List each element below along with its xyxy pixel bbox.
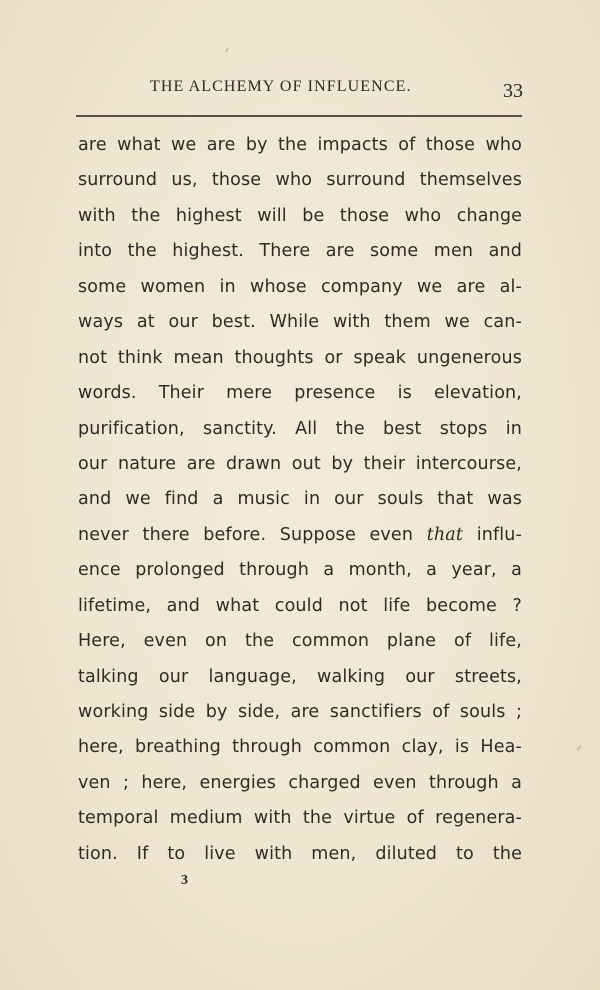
text-run: some women in whose company we are al- [78,276,522,297]
text-run: into the highest. There are some men and [78,241,522,262]
text-line [78,660,522,695]
text-line [78,589,522,624]
header-rule [76,115,522,117]
paper-speck [576,745,581,751]
text-run: ence prolonged through a month, a year, a [78,560,522,581]
text-run: talking our language, walking our streets, [78,666,522,687]
text-run: never there before. Suppose even [78,524,427,545]
text-line [78,447,522,482]
text-run: and we find a music in our souls that was [78,489,522,510]
text-run: purification, sanctity. All the best stops in [78,418,522,439]
text-line [78,341,522,376]
text-line [78,624,522,659]
text-run: working side by side, are sanctifiers of souls ; [78,702,522,722]
text-line [78,199,522,234]
text-run: temporal medium with the virtue of regenera- [78,808,522,829]
text-line [78,553,522,588]
text-line [78,234,522,269]
text-run: ways at our best. While with them we can- [78,312,522,333]
text-line [78,305,522,340]
running-head: THE ALCHEMY OF INFLUENCE. [150,78,412,95]
text-line [78,837,522,872]
text-line [78,163,522,198]
text-run: ven ; here, energies charged even through a [78,772,522,793]
text-run: influ- [463,524,522,545]
text-run: words. Their mere presence is elevation, [78,383,522,404]
text-run: surround us, those who surround themselves [78,170,522,191]
text-run: tion. If to live with men, diluted to the [78,843,522,864]
text-line [78,128,522,163]
text-run: are what we are by the impacts of those who [78,135,522,155]
text-line [78,730,522,765]
page-number: 33 [503,80,523,102]
text-line [78,695,522,730]
body-text [78,128,522,872]
text-line [78,766,522,801]
text-run: here, breathing through common clay, is Hea- [78,737,522,758]
italic-word: that [426,524,464,545]
text-line [78,376,522,411]
text-run: Here, even on the common plane of life, [78,631,522,652]
paper-speck [225,48,229,52]
signature-mark: 3 [181,873,188,888]
text-run: our nature are drawn out by their intercourse, [78,453,522,474]
text-line [78,270,522,305]
text-line [78,801,522,836]
text-line [78,482,522,517]
text-run: with the highest will be those who change [78,205,522,226]
text-line [78,412,522,447]
text-run: not think mean thoughts or speak ungenerous [78,347,522,368]
text-line [78,518,522,553]
text-run: lifetime, and what could not life become ? [78,595,522,616]
